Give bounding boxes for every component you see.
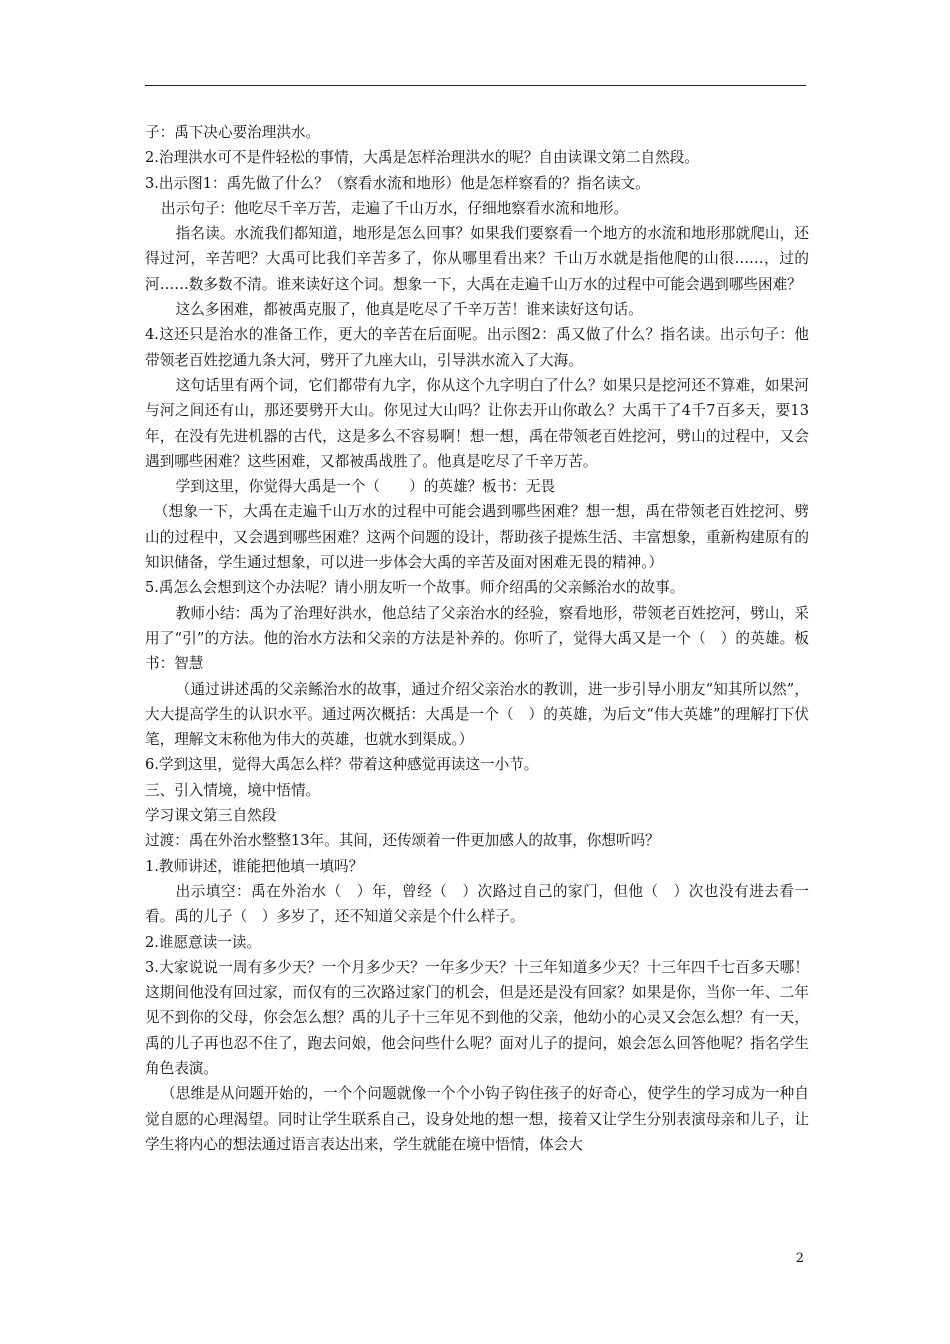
paragraph-7: 4.这还只是治水的准备工作，更大的辛苦在后面呢。出示图2：禹又做了什么？指名读。出示句子：他带领老百姓挖通九条大河，劈开了九座大山，引导洪水流入了大海。: [145, 326, 809, 369]
paragraph-11: 5.禹怎么会想到这个办法呢？请小朋友听一个故事。师介绍禹的父亲鲧治水的故事。: [145, 579, 685, 597]
paragraph-21: 3.大家说说一周有多少天？一个月多少天？一年多少天？十三年知道多少天？十三年四千七百多天哪！这期间他没有回过家，而仅有的三次路过家门的机会，但是还是没有回家？如果是你，当你一年、二年见不到你的父母，你会怎么想？禹的儿子十三年见不到他的父亲，他幼小的心灵又会怎么想？有一天，禹的儿子再也忍不住了，跑去问娘，他会问些什么呢？面对儿子的提问，娘会怎么回答他呢？指名学生角色表演。: [145, 958, 809, 1077]
paragraph-13: （通过讲述禹的父亲鲧治水的故事，通过介绍父亲治水的教训，进一步引导小朋友“知其所以然”，大大提高学生的认识水平。通过两次概括：大禹是一个（ ）的英雄，为后文“伟大英雄”的理解打下伏笔，理解文末称他为伟大的英雄，也就水到渠成。）: [145, 680, 809, 749]
header-rule: [145, 85, 806, 86]
paragraph-14: 6.学到这里，觉得大禹怎么样？带着这种感觉再读这一小节。: [145, 756, 539, 774]
paragraph-4: 出示句子：他吃尽千辛万苦，走遍了千山万水，仔细地察看水流和地形。: [161, 199, 629, 217]
paragraph-1: 子：禹下决心要治理洪水。: [145, 124, 321, 141]
paragraph-20: 2.谁愿意读一读。: [145, 933, 262, 951]
paragraph-6: 这么多困难，都被禹克服了，他真是吃尽了千辛万苦！谁来读好这句话。: [175, 301, 643, 319]
paragraph-22: （思维是从问题开始的，一个个问题就像一个个小钩子钩住孩子的好奇心，使学生的学习成为一种自觉自愿的心理渴望。同时让学生联系自己，设身处地的想一想，接着又让学生分别表演母亲和儿子，让学生将内心的想法通过语言表达出来，学生就能在境中悟情，体会大: [145, 1085, 809, 1153]
paragraph-5: 指名读。水流我们都知道，地形是怎么回事？如果我们要察看一个地方的水流和地形那就爬山，还得过河，辛苦吧？大禹可比我们辛苦多了，你从哪里看出来？千山万水就是指他爬的山很……，过的河……数多数不清。谁来读好这个词。想象一下，大禹在走遍千山万水的过程中可能会遇到哪些困难？: [145, 225, 809, 293]
lesson-text: [145, 120, 809, 1157]
paragraph-17: 过渡：禹在外治水整整13年。其间，还传颂着一件更加感人的故事，你想听吗？: [145, 832, 660, 850]
paragraph-12: 教师小结：禹为了治理好洪水，他总结了父亲治水的经验，察看地形，带领老百姓挖河，劈山，采用了“引”的方法。他的治水方法和父亲的方法是补养的。你听了，觉得大禹又是一个（ ）的英雄。板书：智慧: [145, 604, 809, 673]
paragraph-2: 2.治理洪水可不是件轻松的事情，大禹是怎样治理洪水的呢？自由读课文第二自然段。: [145, 149, 699, 167]
paragraph-10: （想象一下，大禹在走遍千山万水的过程中可能会遇到哪些困难？想一想，禹在带领老百姓挖河、劈山的过程中，又会遇到哪些困难？这两个问题的设计，帮助孩子提炼生活、丰富想象，重新构建原有的知识储备，学生通过想象，可以进一步体会大禹的辛苦及面对困难无畏的精神。）: [145, 503, 809, 572]
page-number: 2: [795, 1251, 804, 1266]
paragraph-18: 1.教师讲述，谁能把他填一填吗？: [145, 857, 364, 875]
section-heading: 三、引入情境，境中悟情。: [145, 781, 321, 799]
paragraph-9: 学到这里，你觉得大禹是一个（ ）的英雄？板书：无畏: [175, 478, 556, 496]
paragraph-3: 3.出示图1：禹先做了什么？（察看水流和地形）他是怎样察看的？指名读文。: [145, 174, 650, 192]
paragraph-8: 这句话里有两个词，它们都带有九字，你从这个九字明白了什么？如果只是挖河还不算难，如果河与河之间还有山，那还要劈开大山。你见过大山吗？让你去开山你敢么？大禹干了4千7百多天，要13年，在没有先进机器的古代，这是多么不容易啊！想一想，禹在带领老百姓挖河，劈山的过程中，又会遇到哪些困难？这些困难，又都被禹战胜了。他真是吃尽了千辛万苦。: [145, 376, 809, 470]
paragraph-19: 出示填空：禹在外治水（ ）年，曾经（ ）次路过自己的家门，但他（ ）次也没有进去看一看。禹的儿子（ ）多岁了，还不知道父亲是个什么样子。: [145, 882, 809, 926]
paragraph-16: 学习课文第三自然段: [145, 807, 277, 825]
